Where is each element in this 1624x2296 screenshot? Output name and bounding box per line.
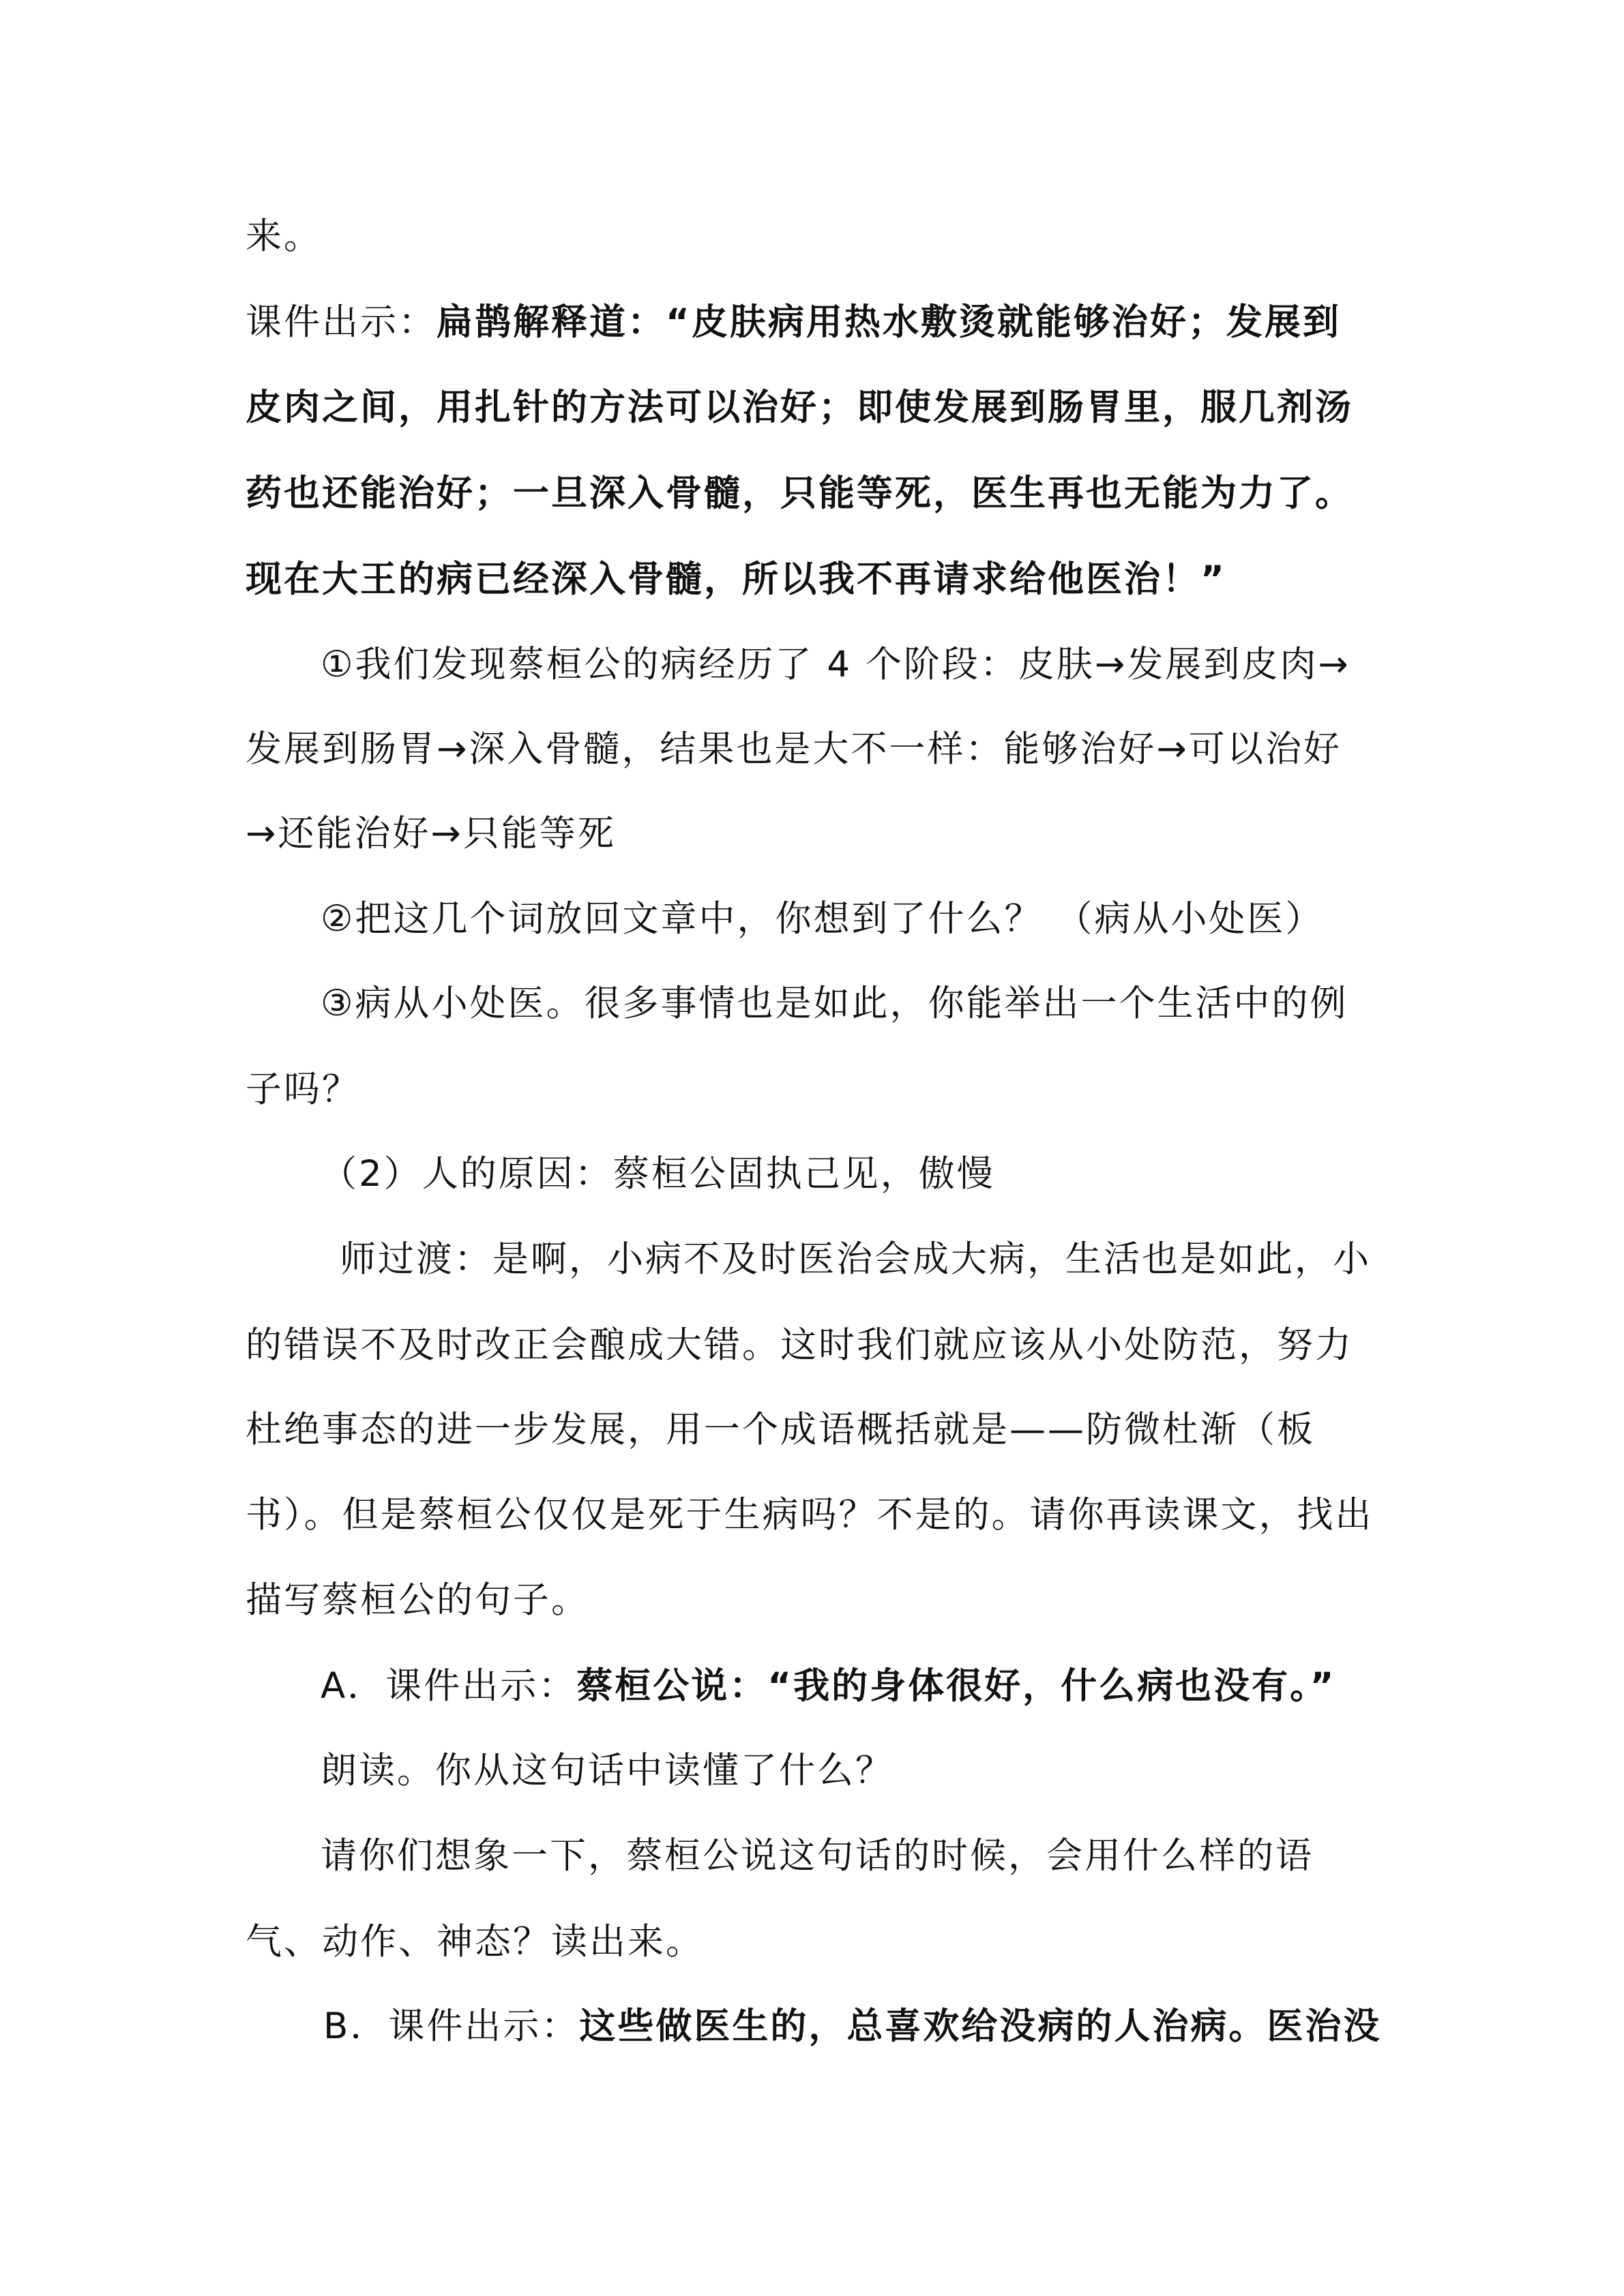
text-segment: 书）。但是蔡桓公仅仅是死于生病吗？不是的。请你再读课文，找出 bbox=[246, 1494, 1374, 1536]
text-segment: 请你们想象一下，蔡桓公说这句话的时候，会用什么样的语 bbox=[321, 1835, 1314, 1877]
bold-text-segment: 药也还能治好；一旦深入骨髓，只能等死，医生再也无能为力了。 bbox=[246, 473, 1353, 514]
text-segment: （2）人的原因：蔡桓公固执己见，傲慢 bbox=[321, 1153, 995, 1195]
text-segment: 杜绝事态的进一步发展，用一个成语概括就是——防微杜渐（板 bbox=[246, 1409, 1315, 1450]
text-line-12 bbox=[321, 1144, 995, 1205]
text-segment: 朗读。你从这句话中读懂了什么？ bbox=[321, 1750, 894, 1791]
text-line-10 bbox=[321, 973, 1348, 1034]
text-line-11 bbox=[246, 1059, 360, 1120]
text-segment: 来。 bbox=[246, 215, 322, 257]
bold-text-segment: 皮肉之间，用扎针的方法可以治好；即使发展到肠胃里，服几剂汤 bbox=[246, 387, 1353, 428]
text-segment: B．课件出示： bbox=[323, 2006, 580, 2047]
text-line-8 bbox=[246, 803, 616, 865]
text-line-6 bbox=[321, 634, 1350, 696]
text-segment: ③病从小处医。很多事情也是如此，你能举出一个生活中的例 bbox=[321, 983, 1348, 1024]
text-line-3 bbox=[246, 377, 1353, 438]
text-line-19 bbox=[321, 1740, 894, 1802]
text-line-18 bbox=[321, 1656, 1335, 1717]
text-line-14 bbox=[246, 1315, 1353, 1376]
text-line-13 bbox=[340, 1229, 1371, 1290]
text-line-2 bbox=[246, 292, 1341, 353]
text-line-17 bbox=[246, 1570, 589, 1631]
bold-text-segment: 蔡桓公说：“我的身体很好，什么病也没有。” bbox=[576, 1665, 1336, 1707]
text-segment: 发展到肠胃→深入骨髓，结果也是大不一样：能够治好→可以治好 bbox=[246, 728, 1342, 770]
text-segment: ②把这几个词放回文章中，你想到了什么？ （病从小处医） bbox=[321, 898, 1324, 940]
text-line-16 bbox=[246, 1485, 1374, 1546]
bold-text-segment: 扁鹊解释道：“皮肤病用热水敷烫就能够治好；发展到 bbox=[437, 301, 1341, 343]
text-segment: ①我们发现蔡桓公的病经历了 4 个阶段：皮肤→发展到皮肉→ bbox=[321, 644, 1350, 685]
bold-text-segment: 这些做医生的，总喜欢给没病的人治病。医治没 bbox=[579, 2006, 1382, 2047]
text-line-7 bbox=[246, 719, 1342, 780]
text-segment: 描写蔡桓公的句子。 bbox=[246, 1579, 589, 1621]
text-line-21 bbox=[246, 1911, 704, 1973]
text-segment: 的错误不及时改正会酿成大错。这时我们就应该从小处防范，努力 bbox=[246, 1324, 1353, 1366]
text-line-1 bbox=[246, 206, 322, 267]
text-segment: →还能治好→只能等死 bbox=[246, 813, 616, 854]
text-line-9 bbox=[321, 889, 1323, 950]
text-line-5 bbox=[246, 549, 1226, 610]
text-segment: 师过渡：是啊，小病不及时医治会成大病，生活也是如此，小 bbox=[340, 1238, 1371, 1280]
text-segment: 子吗？ bbox=[246, 1069, 360, 1110]
text-segment: 气、动作、神态？读出来。 bbox=[246, 1921, 704, 1963]
text-line-4 bbox=[246, 463, 1353, 524]
bold-text-segment: 现在大王的病已经深入骨髓，所以我不再请求给他医治！” bbox=[246, 558, 1226, 600]
text-segment: 课件出示： bbox=[246, 301, 437, 343]
text-line-15 bbox=[246, 1399, 1315, 1461]
text-line-22 bbox=[323, 1996, 1381, 2057]
text-segment: A．课件出示： bbox=[321, 1665, 577, 1707]
text-line-20 bbox=[321, 1825, 1314, 1887]
